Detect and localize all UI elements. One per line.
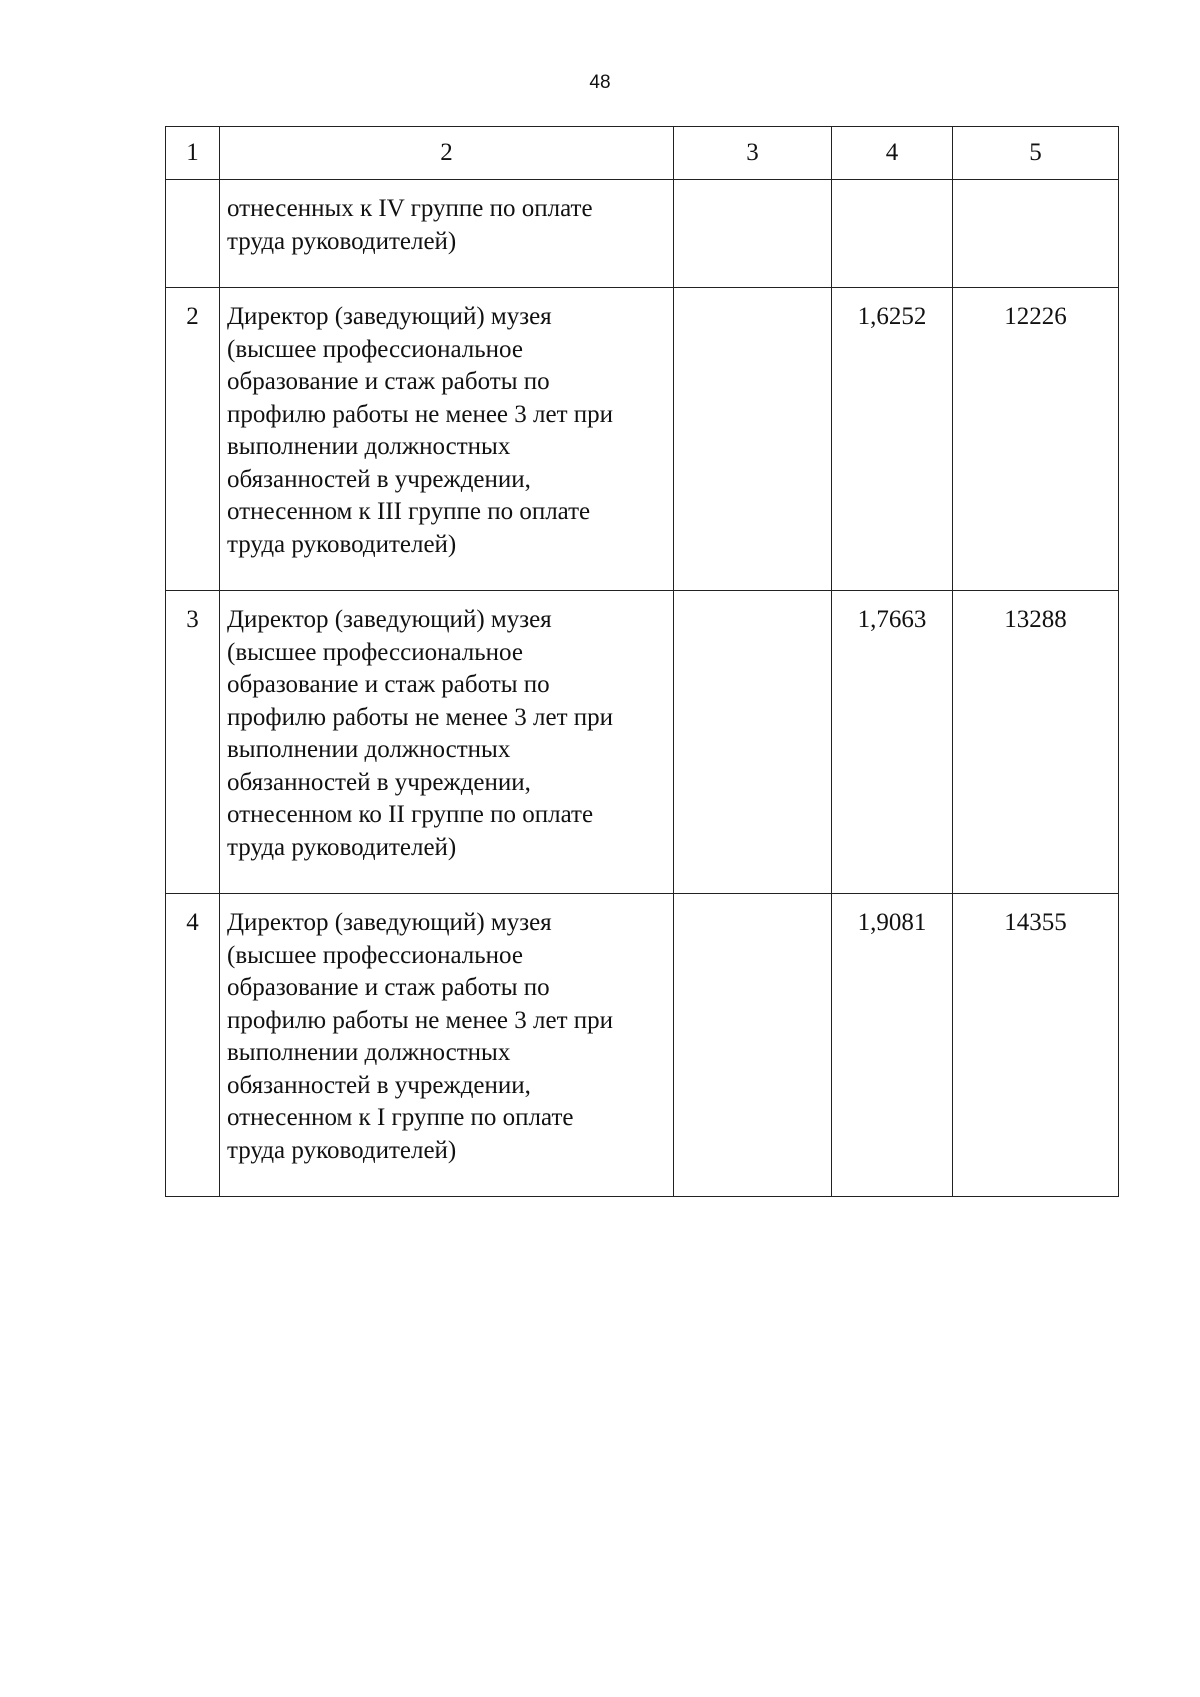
table-row-continuation xyxy=(166,180,1119,288)
header-cell-4: 4 xyxy=(832,127,953,180)
row-description: Директор (заведующий) музея (высшее профессиональное образование и стаж работы по профилю работы не менее 3 лет при выполнении должностных обязанностей в учреждении, отнесенном ко II группе по оплате труда руководителей) xyxy=(220,591,674,894)
table-row xyxy=(166,288,1119,591)
header-cell-3: 3 xyxy=(674,127,832,180)
row-col3 xyxy=(674,180,832,288)
row-salary xyxy=(953,180,1119,288)
row-salary: 14355 xyxy=(953,894,1119,1197)
row-col3 xyxy=(674,288,832,591)
row-description: Директор (заведующий) музея (высшее профессиональное образование и стаж работы по профилю работы не менее 3 лет при выполнении должностных обязанностей в учреждении, отнесенном к I группе по оплате труда руководителей) xyxy=(220,894,674,1197)
row-description: Директор (заведующий) музея (высшее профессиональное образование и стаж работы по профилю работы не менее 3 лет при выполнении должностных обязанностей в учреждении, отнесенном к III группе по оплате труда руководителей) xyxy=(220,288,674,591)
row-salary: 13288 xyxy=(953,591,1119,894)
row-coefficient xyxy=(832,180,953,288)
row-coefficient: 1,7663 xyxy=(832,591,953,894)
row-salary: 12226 xyxy=(953,288,1119,591)
row-number: 3 xyxy=(166,591,220,894)
row-number xyxy=(166,180,220,288)
header-cell-1: 1 xyxy=(166,127,220,180)
row-coefficient: 1,6252 xyxy=(832,288,953,591)
header-cell-5: 5 xyxy=(953,127,1119,180)
salary-table xyxy=(165,126,1119,1197)
row-coefficient: 1,9081 xyxy=(832,894,953,1197)
table-row xyxy=(166,591,1119,894)
page-number: 48 xyxy=(589,72,611,93)
row-col3 xyxy=(674,591,832,894)
header-cell-2: 2 xyxy=(220,127,674,180)
table-header-row xyxy=(166,127,1119,180)
row-col3 xyxy=(674,894,832,1197)
row-number: 2 xyxy=(166,288,220,591)
row-description: отнесенных к IV группе по оплате труда руководителей) xyxy=(220,180,674,288)
row-number: 4 xyxy=(166,894,220,1197)
table-row xyxy=(166,894,1119,1197)
